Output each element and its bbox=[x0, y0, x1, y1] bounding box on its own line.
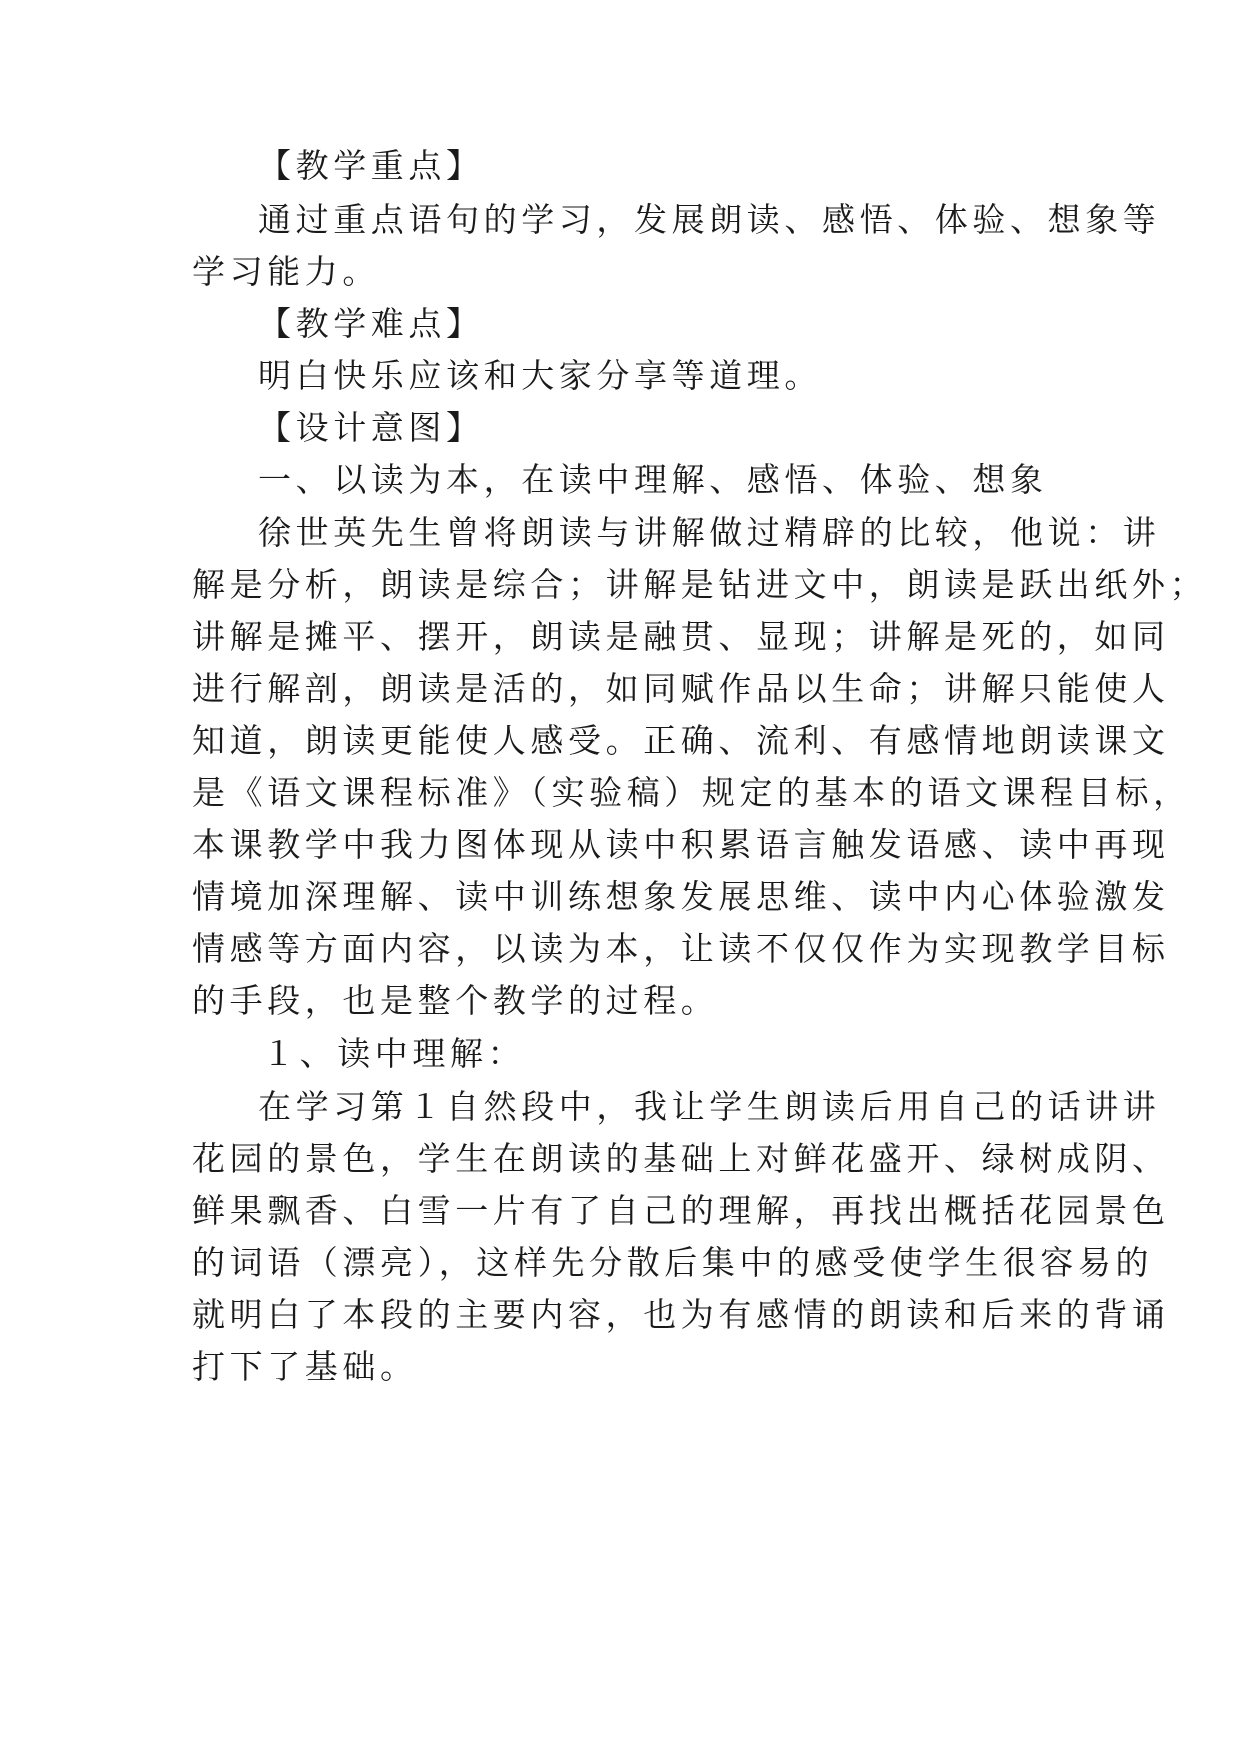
paragraph-line: 是《语文课程标准》（实验稿）规定的基本的语文课程目标， bbox=[192, 773, 1191, 812]
paragraph-line: 情感等方面内容，以读为本，让读不仅仅作为实现教学目标 bbox=[192, 929, 1170, 968]
paragraph-line: 打下了基础。 bbox=[192, 1347, 418, 1386]
paragraph-line: 的手段，也是整个教学的过程。 bbox=[192, 981, 719, 1020]
paragraph-line: 进行解剖，朗读是活的，如同赋作品以生命；讲解只能使人 bbox=[192, 669, 1170, 708]
paragraph-line: 就明白了本段的主要内容，也为有感情的朗读和后来的背诵 bbox=[192, 1295, 1170, 1334]
paragraph-line: 明白快乐应该和大家分享等道理。 bbox=[258, 356, 822, 395]
paragraph-line: 本课教学中我力图体现从读中积累语言触发语感、读中再现 bbox=[192, 825, 1170, 864]
section-title: 一、以读为本，在读中理解、感悟、体验、想象 bbox=[258, 460, 1048, 499]
paragraph-line: 解是分析，朗读是综合；讲解是钻进文中，朗读是跃出纸外； bbox=[192, 565, 1208, 604]
subsection-title: １、读中理解： bbox=[262, 1034, 526, 1073]
heading-teaching-difficulty: 【教学难点】 bbox=[258, 304, 484, 343]
paragraph-line: 情境加深理解、读中训练想象发展思维、读中内心体验激发 bbox=[192, 877, 1170, 916]
heading-design-intent: 【设计意图】 bbox=[258, 408, 484, 447]
paragraph-line: 通过重点语句的学习，发展朗读、感悟、体验、想象等 bbox=[258, 200, 1161, 239]
paragraph-line: 徐世英先生曾将朗读与讲解做过精辟的比较，他说：讲 bbox=[258, 513, 1161, 552]
paragraph-line: 知道，朗读更能使人感受。正确、流利、有感情地朗读课文 bbox=[192, 721, 1170, 760]
heading-teaching-focus: 【教学重点】 bbox=[258, 146, 484, 185]
paragraph-line: 学习能力。 bbox=[192, 252, 380, 291]
paragraph-line: 在学习第１自然段中，我让学生朗读后用自己的话讲讲 bbox=[258, 1087, 1161, 1126]
paragraph-line: 花园的景色，学生在朗读的基础上对鲜花盛开、绿树成阴、 bbox=[192, 1139, 1170, 1178]
paragraph-line: 讲解是摊平、摆开，朗读是融贯、显现；讲解是死的，如同 bbox=[192, 617, 1170, 656]
paragraph-line: 鲜果飘香、白雪一片有了自己的理解，再找出概括花园景色 bbox=[192, 1191, 1170, 1230]
paragraph-line: 的词语（漂亮），这样先分散后集中的感受使学生很容易的 bbox=[192, 1243, 1154, 1282]
